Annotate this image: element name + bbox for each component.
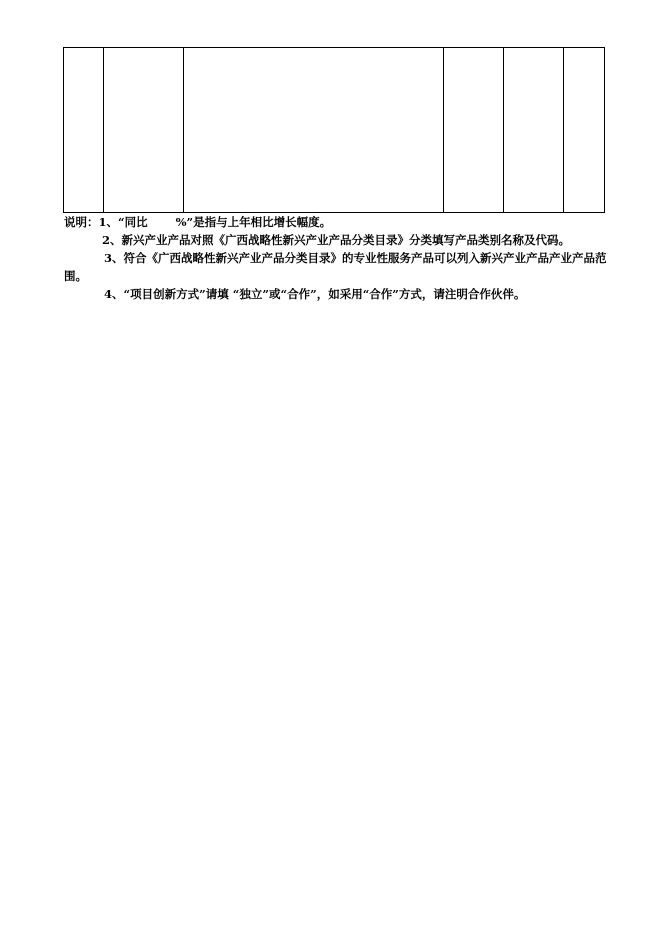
table-cell-6 bbox=[564, 48, 605, 213]
notes-section bbox=[64, 213, 607, 303]
table-cell-3 bbox=[184, 48, 444, 213]
note-1 bbox=[64, 213, 604, 231]
note-3b: 围。 bbox=[64, 269, 87, 283]
note-1-suffix: %”是指与上年相比增长幅度。 bbox=[175, 215, 332, 229]
table-cell-2 bbox=[104, 48, 184, 213]
table-row bbox=[64, 48, 605, 213]
form-table bbox=[63, 47, 605, 213]
note-2: 2、新兴产业产品对照《广西战略性新兴产业产品分类目录》分类填写产品类别名称及代码。 bbox=[102, 233, 570, 247]
table-cell-5 bbox=[504, 48, 564, 213]
table-cell-1 bbox=[64, 48, 104, 213]
note-4: 4、“项目创新方式”请填 “独立”或“合作”，如采用“合作”方式，请注明合作伙伴。 bbox=[104, 287, 526, 301]
note-1-prefix: 说明：1、“同比 bbox=[64, 215, 148, 229]
table-cell-4 bbox=[444, 48, 504, 213]
note-3a: 3、符合《广西战略性新兴产业产品分类目录》的专业性服务产品可以列入新兴产业产品产业产品范 bbox=[104, 251, 607, 265]
